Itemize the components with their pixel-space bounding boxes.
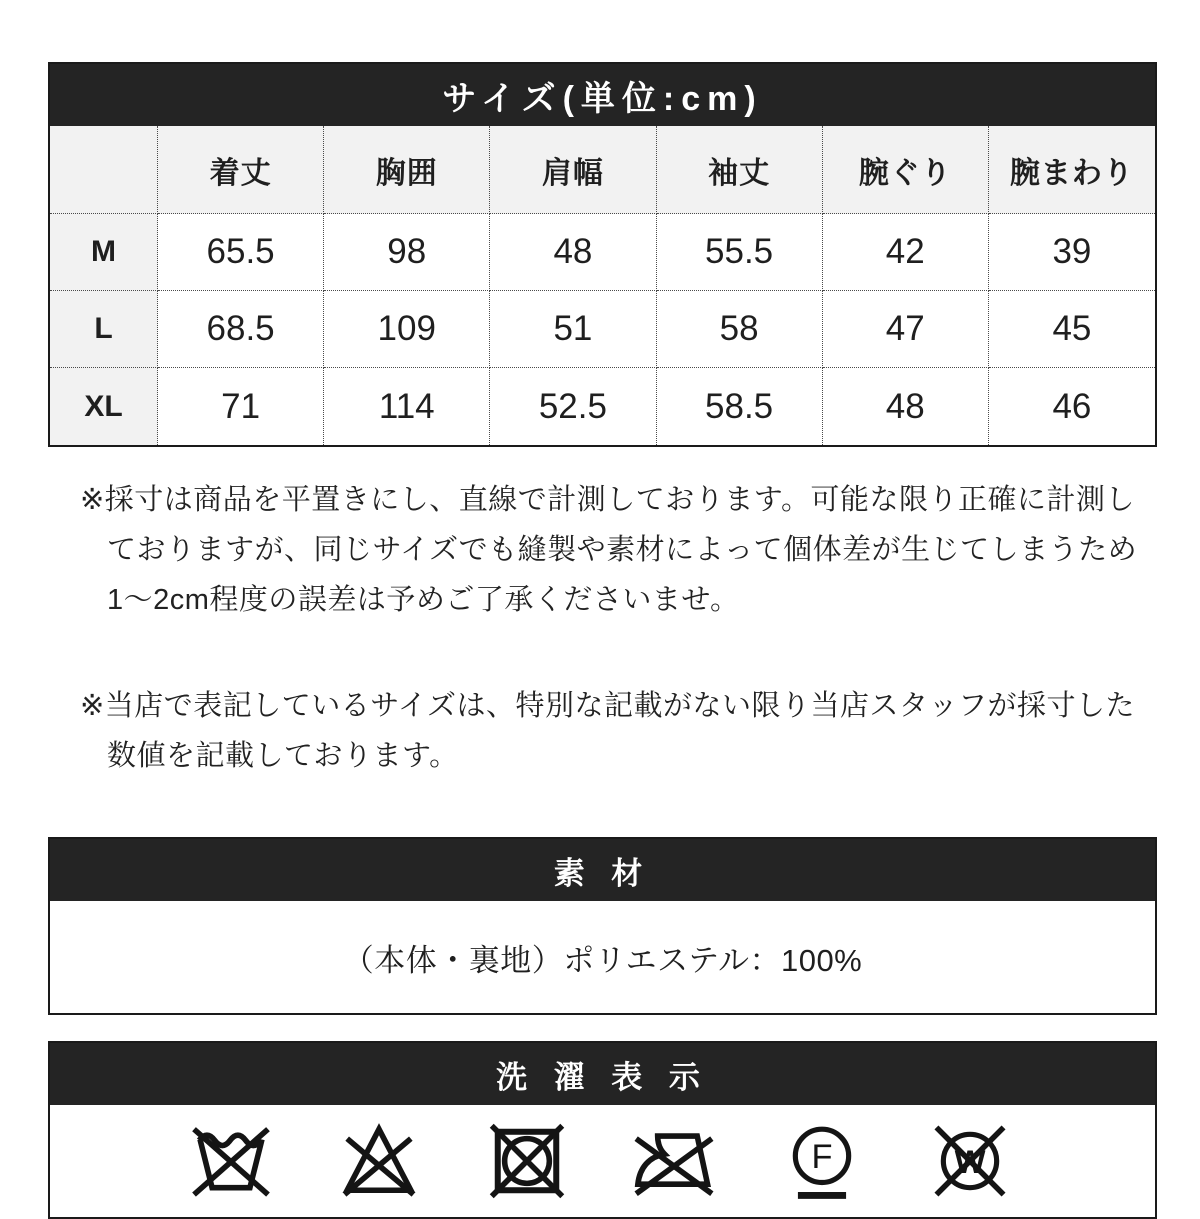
size-value-cell: 55.5 (657, 214, 823, 291)
care-symbols-row (50, 1105, 1155, 1217)
size-label-xl: XL (50, 368, 158, 445)
column-header-shoulder: 肩幅 (490, 126, 656, 214)
do-not-wet-clean-icon (927, 1116, 1013, 1206)
care-symbols-panel (48, 1041, 1157, 1219)
size-value-cell: 109 (324, 291, 490, 368)
product-size-sheet (48, 0, 1157, 1219)
material-panel-title: 素 材 (50, 839, 1155, 901)
size-value-cell: 52.5 (490, 368, 656, 445)
do-not-iron-icon (631, 1116, 717, 1206)
size-value-cell: 46 (989, 368, 1155, 445)
material-composition: （本体・裏地）ポリエステル：100% (342, 942, 863, 978)
size-chart-grid (50, 126, 1155, 445)
size-value-cell: 68.5 (158, 291, 324, 368)
size-chart-table (48, 62, 1157, 447)
svg-text:W: W (954, 1143, 986, 1181)
do-not-tumble-dry-icon (484, 1116, 570, 1206)
column-header-chest: 胸囲 (324, 126, 490, 214)
size-value-cell: 98 (324, 214, 490, 291)
column-header-arm-circumference: 腕まわり (989, 126, 1155, 214)
size-value-cell: 39 (989, 214, 1155, 291)
size-label-m: M (50, 214, 158, 291)
column-header-armhole: 腕ぐり (823, 126, 989, 214)
dry-clean-petroleum-gentle-icon (779, 1116, 865, 1206)
note-line: ※採寸は商品を平置きにし、直線で計測しております。可能な限り正確に計測し (80, 484, 1135, 516)
care-panel-title: 洗 濯 表 示 (50, 1043, 1155, 1105)
material-panel (48, 837, 1157, 1015)
measurement-note (80, 475, 1138, 625)
note-line: ※当店で表記しているサイズは、特別な記載がない限り当店スタッフが採寸した (80, 690, 1135, 722)
do-not-bleach-icon (336, 1116, 422, 1206)
material-panel-body (50, 901, 1155, 1013)
size-label-l: L (50, 291, 158, 368)
size-value-cell: 48 (823, 368, 989, 445)
size-value-cell: 51 (490, 291, 656, 368)
note-line: ておりますが、同じサイズでも縫製や素材によって個体差が生じてしまうため (107, 534, 1138, 566)
size-value-cell: 71 (158, 368, 324, 445)
notes-section (48, 447, 1157, 781)
size-value-cell: 42 (823, 214, 989, 291)
do-not-wash-icon (188, 1116, 274, 1206)
svg-text:F: F (811, 1137, 833, 1176)
note-line: 1〜2cm程度の誤差は予めご了承くださいませ。 (107, 584, 740, 616)
column-header-length: 着丈 (158, 126, 324, 214)
size-value-cell: 47 (823, 291, 989, 368)
size-chart-title: サイズ(単位:cm) (50, 64, 1155, 126)
size-value-cell: 65.5 (158, 214, 324, 291)
corner-cell (50, 126, 158, 214)
size-value-cell: 58 (657, 291, 823, 368)
size-value-cell: 48 (490, 214, 656, 291)
size-value-cell: 45 (989, 291, 1155, 368)
column-header-sleeve: 袖丈 (657, 126, 823, 214)
sizing-note (80, 681, 1135, 781)
size-value-cell: 114 (324, 368, 490, 445)
size-value-cell: 58.5 (657, 368, 823, 445)
note-line: 数値を記載しております。 (107, 740, 459, 772)
